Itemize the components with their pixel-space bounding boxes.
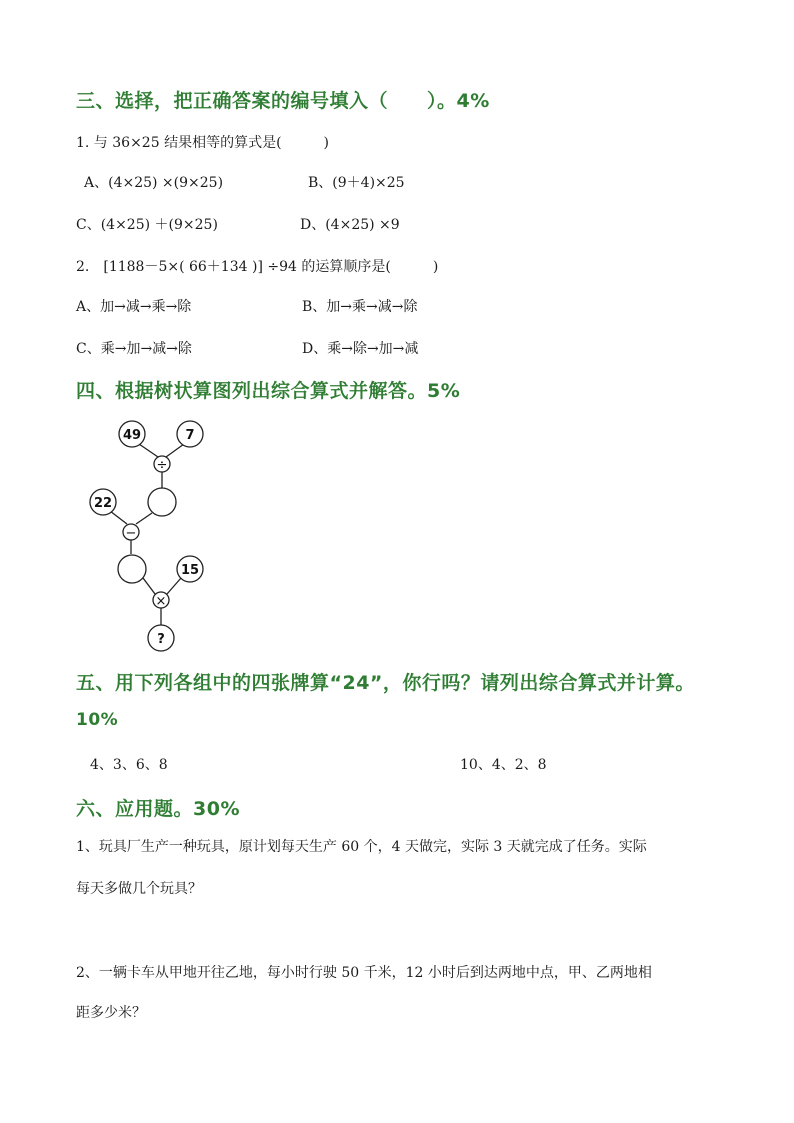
problem-2-line-1: 2、一辆卡车从甲地开往乙地，每小时行驶 50 千米，12 小时后到达两地中点，甲、乙两地相: [76, 965, 652, 981]
problem-2-line-2: 距多少米？: [76, 1005, 146, 1021]
blank-node-1: [148, 488, 176, 516]
node-7-label: 7: [185, 428, 195, 443]
edge-49-div: [139, 444, 158, 457]
q1-option-d: D、(4×25) ×9: [300, 217, 400, 233]
card-group-1: 4、3、6、8: [90, 757, 168, 773]
edge-7-div: [166, 444, 184, 457]
tree-diagram: [84, 418, 224, 658]
result-label: ?: [157, 632, 165, 647]
q2-option-b: B、加→乘→减→除: [302, 299, 418, 315]
problem-1-line-2: 每天多做几个玩具？: [76, 881, 202, 897]
q1-stem: 1. 与 36×25 结果相等的算式是( ): [76, 135, 329, 151]
section-5-title: 五、用下列各组中的四张牌算“24”，你行吗？请列出综合算式并计算。: [76, 672, 695, 694]
card-group-2: 10、4、2、8: [460, 757, 547, 773]
q2-stem: 2. [1188－5×( 66＋134 )] ÷94 的运算顺序是( ): [76, 259, 439, 275]
node-15-label: 15: [180, 563, 200, 578]
q2-option-c: C、乘→加→减→除: [76, 341, 192, 357]
section-4-title: 四、根据树状算图列出综合算式并解答。5%: [76, 380, 461, 402]
multiply-icon: ×: [155, 594, 167, 609]
q1-option-a: A、(4×25) ×(9×25): [84, 175, 224, 191]
q1-option-c: C、(4×25) ＋(9×25): [76, 217, 218, 233]
q2-option-d: D、乘→除→加→减: [302, 341, 419, 357]
edge-15-mul: [167, 578, 181, 594]
problem-1-line-1: 1、玩具厂生产一种玩具，原计划每天生产 60 个，4 天做完，实际 3 天就完成了任务。实际: [76, 839, 647, 855]
divide-icon: ÷: [156, 458, 168, 473]
section-5-percent: 10%: [76, 710, 119, 730]
node-49-label: 49: [122, 428, 142, 443]
q1-option-b: B、(9＋4)×25: [308, 175, 405, 191]
minus-icon: −: [125, 526, 137, 541]
edge-blank2-mul: [143, 578, 155, 594]
section-3-title: 三、选择，把正确答案的编号填入（ ）。4%: [76, 90, 490, 112]
blank-node-2: [118, 555, 146, 583]
edge-22-sub: [110, 511, 127, 524]
node-22-label: 22: [93, 496, 113, 511]
q2-option-a: A、加→减→乘→除: [76, 299, 192, 315]
edge-blank1-sub: [136, 513, 152, 524]
section-6-title: 六、应用题。30%: [76, 798, 240, 820]
